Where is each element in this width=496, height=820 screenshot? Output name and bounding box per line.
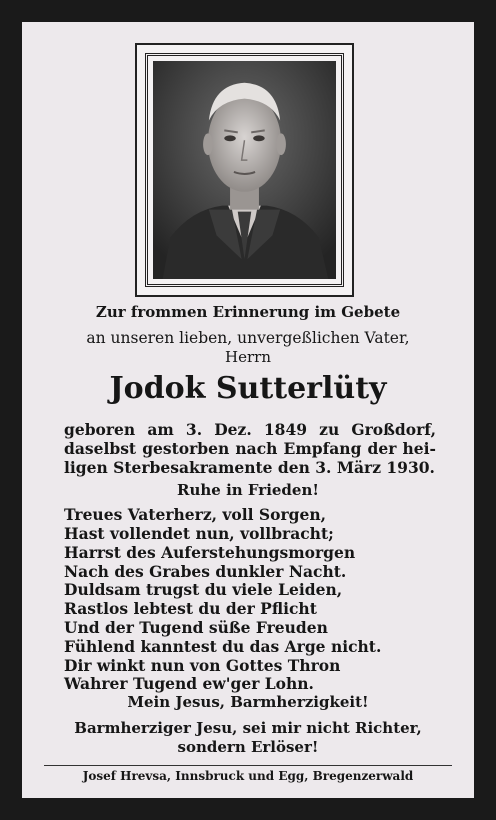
header-line-2: an unseren lieben, unvergeßlichen Vater,: [86, 329, 410, 347]
header-line-1: Zur frommen Erinnerung im Gebete: [95, 303, 401, 321]
verse-line: Hast vollendet nun, vollbracht;: [64, 524, 334, 543]
verse-line: Fühlend kanntest du das Arge nicht.: [64, 637, 382, 656]
printer-imprint: Josef Hrevsa, Innsbruck und Egg, Bregenzerwald: [82, 769, 414, 783]
verse-line: Harrst des Auferstehungsmorgen: [64, 543, 356, 562]
verse-line: Wahrer Tugend ew'ger Lohn.: [64, 674, 314, 693]
verse-line: Rastlos lebtest du der Pflicht: [64, 599, 317, 618]
notice-line-1: geboren am 3. Dez. 1849 zu Großdorf,: [64, 420, 436, 439]
verse-line: Treues Vaterherz, voll Sorgen,: [64, 505, 326, 524]
footer-rule: [44, 765, 452, 766]
life-notice: [64, 420, 436, 477]
verse-line: Und der Tugend süße Freuden: [64, 618, 328, 637]
portrait-border: [145, 53, 344, 287]
deceased-name: Jodok Sutterlüty: [109, 371, 387, 406]
verse-line: Dir winkt nun von Gottes Thron: [64, 656, 341, 675]
header-line-3: Herrn: [225, 348, 271, 366]
portrait-image: [153, 61, 336, 279]
rest-in-peace: Ruhe in Frieden!: [177, 481, 319, 499]
notice-line-2: daselbst gestorben nach Empfang der hei-: [64, 439, 436, 458]
portrait-photo: [153, 61, 336, 279]
prayer-line-2: sondern Erlöser!: [177, 738, 319, 756]
prayer-mercy: Mein Jesus, Barmherzigkeit!: [127, 693, 369, 711]
verse-line: Nach des Grabes dunkler Nacht.: [64, 562, 347, 581]
portrait-frame: [135, 43, 354, 297]
verse-line: Duldsam trugst du viele Leiden,: [64, 580, 343, 599]
prayer-line-1: Barmherziger Jesu, sei mir nicht Richter,: [74, 719, 422, 737]
notice-line-3: ligen Sterbesakramente den 3. März 1930.: [64, 458, 435, 477]
